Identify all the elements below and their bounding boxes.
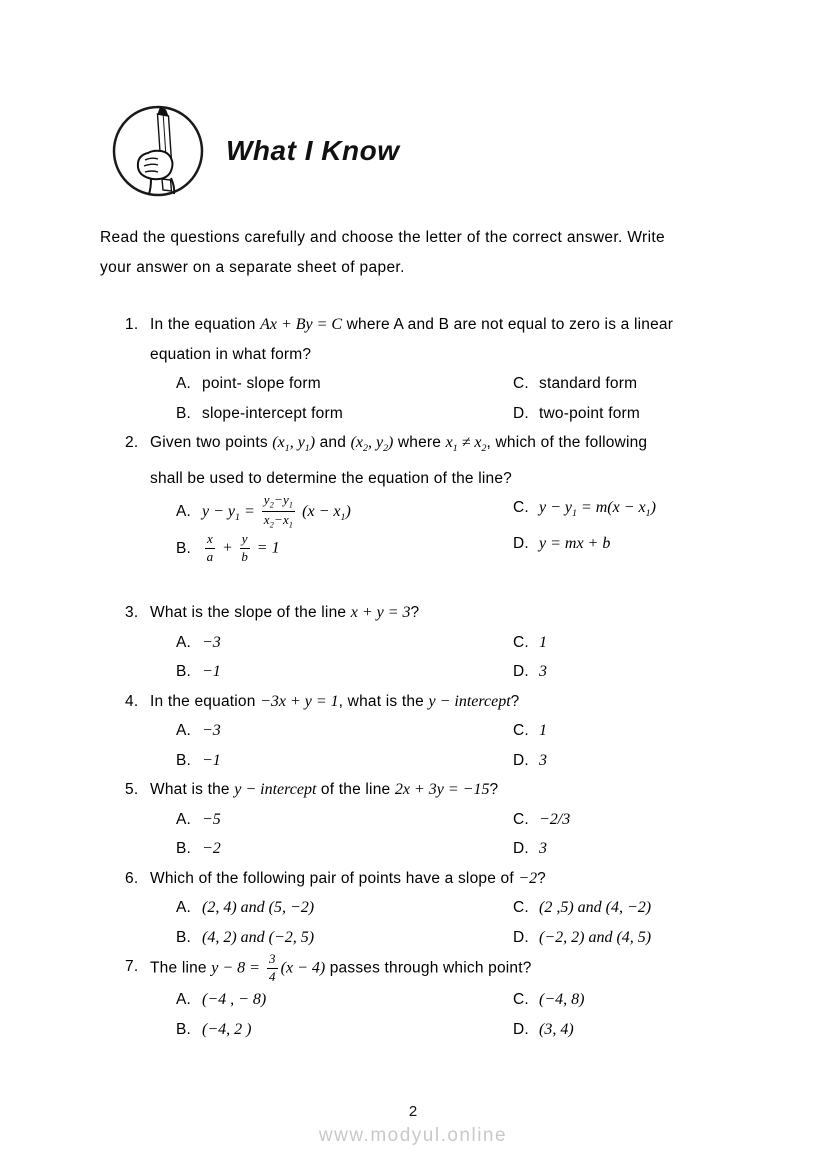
option-a [176, 628, 513, 658]
math-run: −2 [202, 840, 221, 858]
math-run: 3 [539, 663, 547, 681]
math-run: −3 [202, 722, 221, 740]
option-content [202, 746, 221, 776]
math-run: 2x + 3y = −15 [394, 781, 490, 799]
option-content [539, 657, 547, 687]
fraction-denominator: a [206, 549, 214, 565]
math-run: (2, 4) and (5, −2) [202, 899, 315, 917]
section-header [100, 103, 730, 199]
option-label: C. [513, 722, 529, 740]
option-a [176, 893, 513, 923]
option-content [202, 923, 314, 953]
option-content [539, 834, 547, 864]
options-grid [176, 893, 730, 952]
math-run: $x_1 \ne x_2$ [445, 434, 487, 455]
math-run: (−4, 2 ) [202, 1020, 252, 1038]
math-run: y − intercept [234, 781, 317, 799]
fraction-denominator: 4 [268, 969, 276, 985]
option-a [176, 985, 513, 1015]
option-content [202, 834, 221, 864]
option-label: B. [176, 928, 192, 946]
math-run: $y - y_1 = m(x - x_1)$ [539, 499, 656, 520]
option-content [202, 657, 221, 687]
question-number: 1. [125, 316, 139, 333]
option-content [202, 628, 221, 658]
math-run: −2/3 [539, 810, 571, 828]
question-stem-line [150, 864, 730, 894]
options-column [176, 985, 513, 1044]
option-d [513, 529, 656, 559]
math-run: $y - y_1$ = [202, 502, 259, 523]
math-run: + [217, 539, 237, 557]
text-run: , which of the following [486, 434, 648, 451]
option-label: B. [176, 539, 192, 557]
math-run: (3, 4) [539, 1020, 574, 1038]
option-c [513, 985, 584, 1015]
option-content [539, 893, 651, 923]
page-number: 2 [408, 1103, 418, 1120]
option-content [202, 532, 280, 565]
question-number: 6. [125, 869, 139, 887]
options-grid [176, 628, 730, 687]
question-item [125, 864, 730, 953]
options-column [513, 369, 640, 428]
text-run: , what is the [338, 692, 429, 710]
option-content [539, 923, 651, 953]
option-c [513, 493, 656, 529]
question-body [150, 428, 730, 565]
text-run: equation in what form? [150, 345, 312, 363]
options-column [176, 369, 513, 428]
option-label: C. [513, 991, 529, 1009]
options-column [513, 716, 547, 775]
option-label: C. [513, 899, 529, 917]
option-content [539, 746, 547, 776]
question-stem-line [150, 775, 730, 805]
option-label: A. [176, 991, 192, 1009]
fraction-denominator: b [241, 549, 249, 565]
option-label: A. [176, 810, 192, 828]
section-title: What I Know [226, 135, 400, 166]
math-run: y = mx + b [539, 534, 611, 552]
question-stem-line [150, 952, 730, 985]
question-item [125, 952, 730, 1044]
option-label: B. [176, 840, 192, 858]
question-stem [150, 952, 730, 985]
option-label: A. [176, 722, 192, 740]
option-label: B. [176, 751, 192, 769]
option-label: D. [513, 928, 529, 946]
option-b [176, 746, 513, 776]
options-grid [176, 369, 730, 428]
fraction-numerator: y [240, 532, 250, 549]
option-content [539, 716, 547, 746]
option-d [513, 746, 547, 776]
math-run: y − 8 = [211, 959, 264, 977]
question-item [125, 775, 730, 864]
option-content [539, 628, 547, 658]
math-run: −1 [202, 751, 221, 769]
option-label: C. [513, 633, 529, 651]
question-stem-line [150, 687, 730, 717]
option-label: D. [513, 534, 529, 552]
options-grid [176, 493, 730, 565]
options-column [513, 493, 656, 565]
text-run: Which of the following pair of points have a slope of [150, 869, 519, 887]
text-run: shall be used to determine the equation of the line? [150, 469, 512, 487]
math-run: (−4 , − 8) [202, 991, 267, 1009]
options-column [176, 893, 513, 952]
fraction [205, 532, 215, 565]
instructions-line: Read the questions carefully and choose the letter of the correct answer. Write [100, 229, 665, 246]
options-column [513, 893, 651, 952]
question-body [150, 598, 730, 687]
question-stem [150, 775, 730, 805]
math-run: x + y = 3 [350, 604, 411, 622]
option-label: D. [513, 1020, 529, 1038]
option-content [202, 893, 314, 923]
option-content [539, 805, 570, 835]
option-a [176, 493, 513, 532]
question-number: 4. [125, 692, 139, 710]
option-label: A. [176, 899, 192, 917]
question-number: 5. [125, 781, 139, 799]
text-run: standard form [539, 375, 638, 392]
math-run: (x − 4) [280, 959, 326, 977]
question-stem [150, 310, 730, 369]
option-c [513, 369, 640, 399]
math-run: −2 [518, 869, 538, 887]
math-run: (−2, 2) and (4, 5) [539, 928, 652, 946]
text-run: slope-intercept form [202, 404, 343, 422]
options-grid [176, 985, 730, 1044]
option-c [513, 716, 547, 746]
question-body [150, 775, 730, 864]
option-a [176, 369, 513, 399]
fraction-denominator: $x_2-x_1$ [263, 512, 294, 530]
hand-writing-pencil-icon [110, 103, 206, 199]
text-run: point- slope form [202, 375, 321, 392]
option-content [202, 369, 321, 399]
math-run: (2 ,5) and (4, −2) [539, 899, 652, 917]
options-column [176, 716, 513, 775]
option-b [176, 923, 513, 953]
question-stem-line [150, 598, 730, 628]
options-column [513, 628, 547, 687]
options-column [513, 985, 584, 1044]
option-d [513, 923, 651, 953]
math-run: −3 [202, 633, 221, 651]
math-run: −3x + y = 1 [260, 692, 339, 710]
option-label: D. [513, 840, 529, 858]
math-run: −5 [202, 810, 221, 828]
option-content [539, 493, 656, 529]
question-stem [150, 864, 730, 894]
option-content [202, 985, 266, 1015]
option-label: B. [176, 1020, 192, 1038]
math-run: Ax + By = C [260, 316, 343, 333]
option-b [176, 1015, 513, 1045]
fraction [240, 532, 250, 565]
options-column [176, 805, 513, 864]
fraction-numerator: x [205, 532, 215, 549]
option-content [202, 1015, 251, 1045]
text-run: where [393, 434, 446, 451]
option-content [539, 985, 584, 1015]
math-run: y − intercept [428, 692, 511, 710]
question-body [150, 864, 730, 953]
option-c [513, 628, 547, 658]
option-label: D. [513, 751, 529, 769]
option-label: B. [176, 404, 192, 422]
option-content [202, 805, 221, 835]
option-label: A. [176, 502, 192, 520]
question-item [125, 687, 730, 776]
text-run: In the equation [150, 316, 261, 333]
math-run: 3 [539, 751, 547, 769]
question-number: 7. [125, 958, 139, 976]
text-run: ? [410, 604, 420, 622]
math-run: −1 [202, 663, 221, 681]
option-content [202, 716, 221, 746]
option-b [176, 399, 513, 429]
options-grid [176, 716, 730, 775]
options-column [176, 493, 513, 565]
option-c [513, 805, 570, 835]
question-stem [150, 428, 730, 493]
text-run: two-point form [539, 404, 640, 422]
option-b [176, 834, 513, 864]
math-run: ($x_2$, $y_2$) [350, 434, 394, 455]
text-run: ? [510, 692, 520, 710]
question-stem-line [150, 464, 730, 494]
text-run: passes through which point? [325, 959, 532, 977]
watermark-url: www.modyul.online [318, 1125, 508, 1146]
option-d [513, 1015, 584, 1045]
question-stem-line [150, 428, 730, 464]
instructions-text [100, 223, 730, 283]
option-content [539, 1015, 574, 1045]
option-label: D. [513, 663, 529, 681]
option-content [539, 399, 640, 429]
option-b [176, 657, 513, 687]
question-body [150, 952, 730, 1044]
text-run: What is the slope of the line [150, 604, 351, 622]
options-column [513, 805, 570, 864]
option-label: D. [513, 404, 529, 422]
text-run: In the equation [150, 692, 261, 710]
text-run: of the line [316, 781, 395, 799]
instructions-line: your answer on a separate sheet of paper. [100, 259, 405, 276]
question-item [125, 310, 730, 428]
option-a [176, 716, 513, 746]
text-run: The line [150, 959, 212, 977]
question-stem-line [150, 340, 730, 370]
options-column [176, 628, 513, 687]
math-run: (−4, 8) [539, 991, 585, 1009]
question-number: 2. [125, 434, 139, 451]
option-b [176, 532, 513, 565]
option-content [202, 493, 351, 532]
text-run: ? [537, 869, 546, 887]
math-run: (4, 2) and (−2, 5) [202, 928, 315, 946]
option-label: C. [513, 810, 529, 828]
option-content [539, 369, 637, 399]
option-content [539, 529, 610, 559]
option-label: A. [176, 375, 192, 392]
text-run: ? [489, 781, 499, 799]
option-a [176, 805, 513, 835]
question-body [150, 687, 730, 776]
fraction-numerator: $y_2-y_1$ [262, 493, 295, 512]
page-footer [0, 1103, 826, 1147]
fraction-numerator: 3 [267, 952, 278, 969]
text-run: and [315, 434, 351, 451]
option-label: B. [176, 663, 192, 681]
question-item [125, 598, 730, 687]
math-run: 1 [539, 722, 547, 740]
fraction [267, 952, 278, 985]
option-label: C. [513, 375, 529, 392]
math-run: = 1 [252, 539, 280, 557]
option-label: A. [176, 633, 192, 651]
question-stem-line [150, 310, 730, 340]
options-grid [176, 805, 730, 864]
math-run: $(x - x_1)$ [298, 502, 351, 523]
question-body [150, 310, 730, 428]
math-run: ($x_1$, $y_1$) [272, 434, 316, 455]
text-run: Given two points [150, 434, 273, 451]
text-run: What is the [150, 781, 235, 799]
question-item [125, 428, 730, 565]
math-run: 1 [539, 633, 547, 651]
fraction [262, 493, 295, 530]
option-d [513, 657, 547, 687]
question-list [125, 310, 730, 1044]
question-number: 3. [125, 604, 139, 622]
option-c [513, 893, 651, 923]
text-run: where A and B are not equal to zero is a linear [342, 316, 674, 333]
question-stem [150, 598, 730, 628]
option-d [513, 834, 570, 864]
math-run: 3 [539, 840, 547, 858]
question-stem [150, 687, 730, 717]
option-label: C. [513, 499, 529, 517]
option-content [202, 399, 343, 429]
option-d [513, 399, 640, 429]
